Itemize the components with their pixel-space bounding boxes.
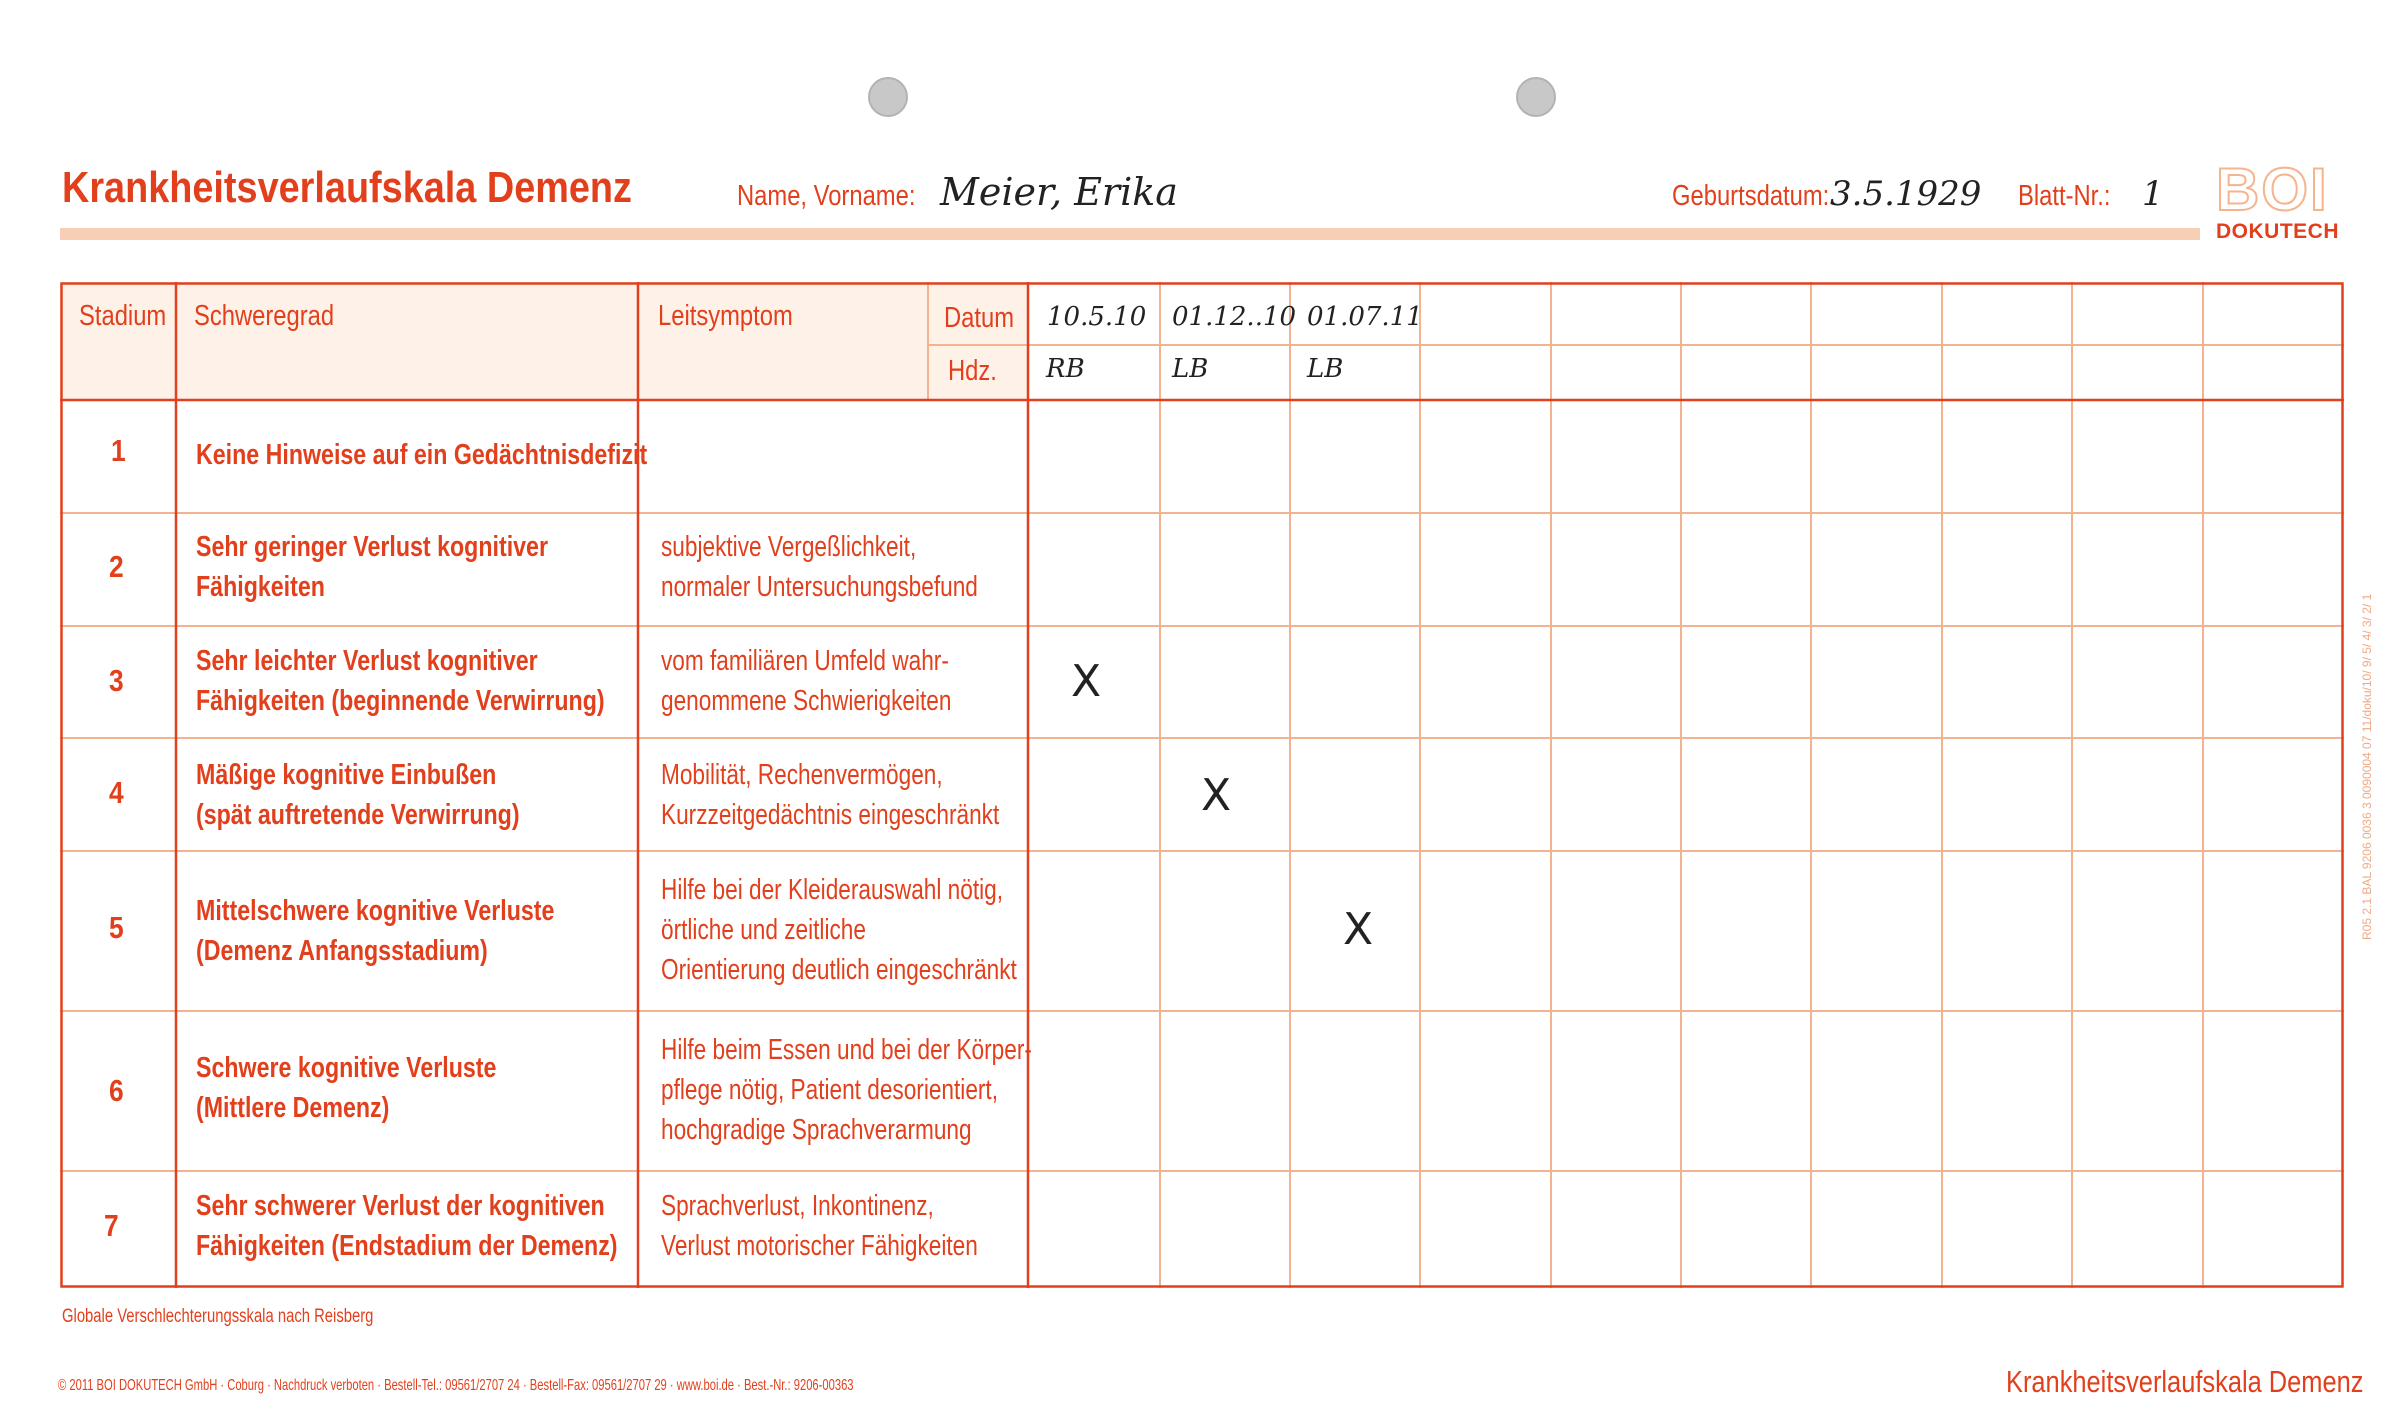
source-note: Globale Verschlechterungsskala nach Reisberg <box>62 1306 374 1327</box>
symptom-text: Sprachverlust, Inkontinenz, Verlust motorischer Fähigkeiten <box>661 1190 978 1262</box>
header-leitsymptom: Leitsymptom <box>658 300 793 332</box>
symptom-text: Hilfe beim Essen und bei der Körper- pflege nötig, Patient desorientiert, hochgradige Sprachverarmung <box>661 1034 1032 1146</box>
header-rule <box>60 228 2200 240</box>
entry-date-1[interactable]: 10.5.10 <box>1047 302 1147 332</box>
entry-signature-3[interactable]: LB <box>1307 354 1344 384</box>
symptom-text: Mobilität, Rechenvermögen, Kurzzeitgedächtnis eingeschränkt <box>661 759 1000 831</box>
form-title: Krankheitsverlaufskala Demenz <box>62 163 632 212</box>
stage-mark[interactable]: X <box>1343 904 1374 955</box>
copyright-line: © 2011 BOI DOKUTECH GmbH · Coburg · Nachdruck verboten · Bestell-Tel.: 09561/2707 24 · Bestell-Fax: 09561/2707 29 · www.boi.de · Best.-Nr.: 9206-00363 <box>58 1377 854 1394</box>
stage-mark[interactable]: X <box>1201 770 1232 821</box>
stage-number: 1 <box>111 433 126 468</box>
entry-date-2[interactable]: 01.12..10 <box>1172 302 1297 332</box>
side-print-code: R05 2.1 BAL 9206 0036 3 0090004 07 11/doku/10/ 9/ 5/ 4/ 3/ 2/ 1 <box>2360 593 2374 940</box>
name-value[interactable]: Meier, Erika <box>940 170 1178 214</box>
entry-signature-1[interactable]: RB <box>1046 354 1085 384</box>
name-label: Name, Vorname: <box>737 180 916 212</box>
stage-number: 7 <box>104 1208 119 1243</box>
logo-text: DOKUTECH <box>2216 220 2339 243</box>
stage-number: 2 <box>109 549 124 584</box>
stage-number: 6 <box>109 1073 124 1108</box>
severity-text: Keine Hinweise auf ein Gedächtnisdefizit <box>196 439 648 471</box>
footer-title: Krankheitsverlaufskala Demenz <box>2006 1364 2364 1399</box>
stage-number: 4 <box>109 775 124 810</box>
punch-hole-left <box>868 77 908 117</box>
severity-text: Sehr geringer Verlust kognitiver Fähigkeiten <box>196 531 548 603</box>
sheet-number-value[interactable]: 1 <box>2142 174 2164 214</box>
severity-text: Schwere kognitive Verluste (Mittlere Demenz) <box>196 1052 497 1124</box>
entry-date-3[interactable]: 01.07.11 <box>1307 302 1423 332</box>
sheet-number-label: Blatt-Nr.: <box>2018 180 2111 212</box>
logo-mark: BOI <box>2216 156 2329 223</box>
header-schweregrad: Schweregrad <box>194 300 335 332</box>
symptom-text: Hilfe bei der Kleiderauswahl nötig, örtliche und zeitliche Orientierung deutlich eingeschränkt <box>661 874 1017 986</box>
birthdate-value[interactable]: 3.5.1929 <box>1830 174 1982 214</box>
header-datum: Datum <box>944 302 1015 334</box>
header-handzeichen: Hdz. <box>948 355 997 387</box>
punch-hole-right <box>1516 77 1556 117</box>
header-stadium: Stadium <box>79 300 167 332</box>
stage-number: 3 <box>109 663 124 698</box>
stage-number: 5 <box>109 910 124 945</box>
boi-dokutech-logo <box>2216 156 2352 243</box>
symptom-text: subjektive Vergeßlichkeit, normaler Untersuchungsbefund <box>661 531 978 603</box>
entry-signature-2[interactable]: LB <box>1172 354 1209 384</box>
severity-text: Mittelschwere kognitive Verluste (Demenz Anfangsstadium) <box>196 895 555 967</box>
birthdate-label: Geburtsdatum: <box>1672 180 1830 212</box>
severity-text: Sehr schwerer Verlust der kognitiven Fähigkeiten (Endstadium der Demenz) <box>196 1190 618 1262</box>
stage-mark[interactable]: X <box>1071 656 1102 707</box>
symptom-text: vom familiären Umfeld wahr- genommene Schwierigkeiten <box>661 645 952 717</box>
severity-text: Mäßige kognitive Einbußen (spät auftretende Verwirrung) <box>196 759 520 831</box>
severity-text: Sehr leichter Verlust kognitiver Fähigkeiten (beginnende Verwirrung) <box>196 645 605 717</box>
